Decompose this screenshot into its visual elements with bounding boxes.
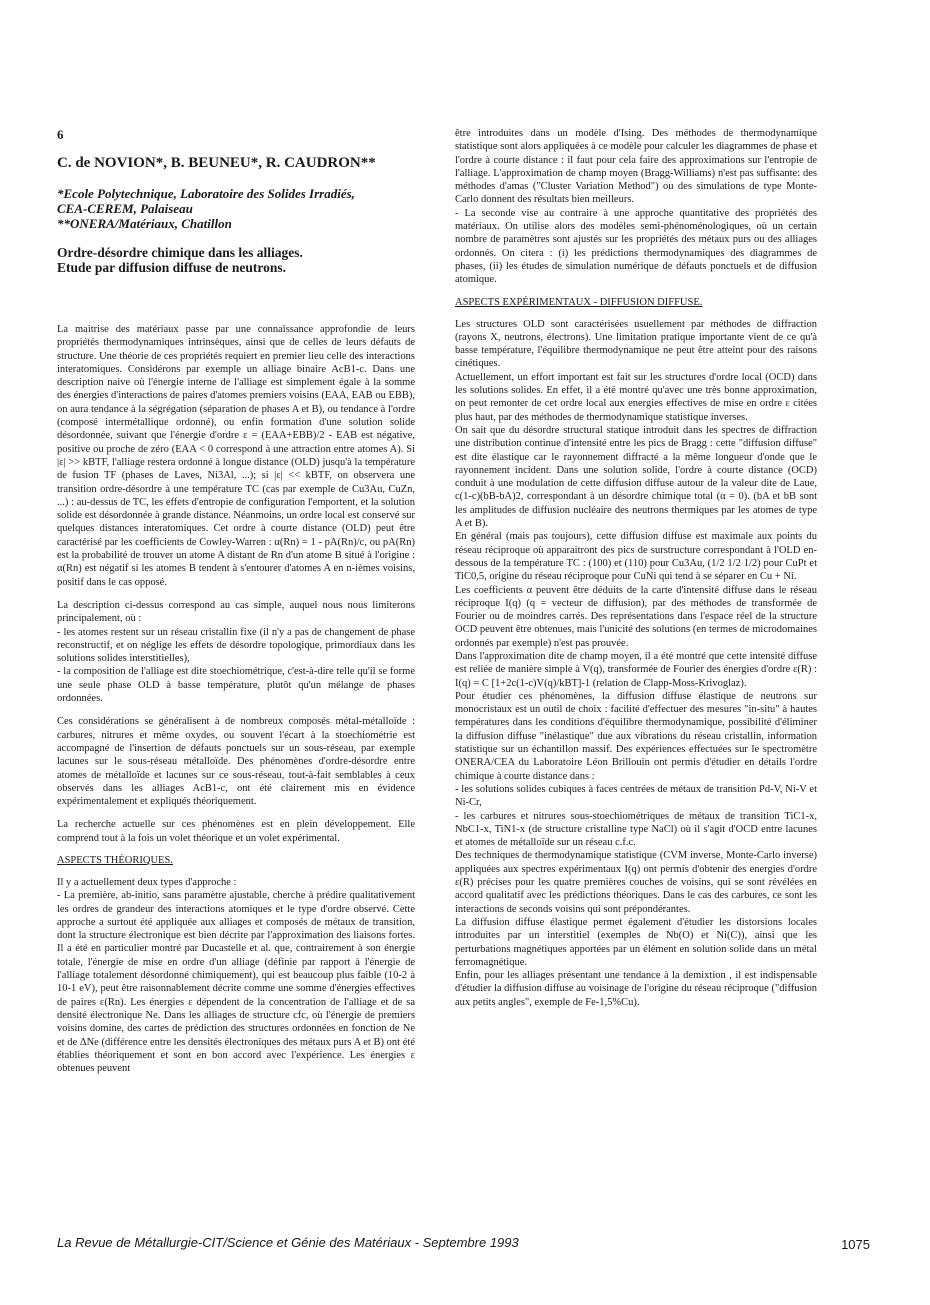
paragraph: Ces considérations se généralisent à de nombreux composés métal-métalloïde : carbures, nitrures et même oxydes, ou souvent l'écart à la stoechiométrie est accompagné de l'insertion de défauts ponctuels sur un sous-réseau, par exemple lacunes sur le sous-réseau métalloïde. Des phénomènes d'ordre-désordre entre atomes de métalloïde et lacunes sur ce sous-réseau, tout-à-fait semblables à ceux observés dans les alliages AcB1-c, ont été clairement mis en évidence expérimentalement et expliqués théoriquement. [57,716,415,808]
paragraph: La diffusion diffuse élastique permet également d'étudier les distorsions locales introduites par un interstitiel (exemples de Nb(O) et Ni(C)), ainsi que les perturbations magnétiques apportées par un élément en solution solide dans un métal ferromagnétique. [455,916,817,968]
left-column [57,127,415,1085]
paragraph: En général (mais pas toujours), cette diffusion diffuse est maximale aux points du réseau réciproque où apparaitront des pics de surstructure correspondant à l'OLD en-dessous de la température TC : (100) et (110) pour Cu3Au, (1/2 1/2 1/2) pour CuPt et TiC0,5, origine du réseau réciproque pour CuNi qui tend à se séparer en Cu + Ni. [455,531,817,583]
journal-page-number: 1075 [841,1237,870,1252]
paragraph: - les atomes restent sur un réseau cristallin fixe (il n'y a pas de changement de phase reconstructif, et on néglige les effets de désordre topologique, primordiaux dans les solutions solides interstitielles), [57,626,415,665]
paragraph: La recherche actuelle sur ces phénomènes est en plein développement. Elle comprend tout à la fois un volet théorique et un volet expérimental. [57,819,415,844]
affiliation-line: CEA-CEREM, Palaiseau [57,201,193,216]
affiliation-line: *Ecole Polytechnique, Laboratoire des Solides Irradiés, [57,186,355,201]
page-number: 6 [57,127,64,142]
paragraph: - La première, ab-initio, sans paramètre ajustable, cherche à prédire qualitativement les ordres de grandeur des interactions atomiques et le type d'ordre observé. Cette approche a surtout été appliquée aux alliages et composés de métaux de transition, dont la structure électronique est bien décrite par l'approximation des liaisons fortes. Il a été en particulier montré par Ducastelle et al. que, contrairement à son énergie totale, l'énergie de mise en ordre d'un alliage (définie par rapport à l'énergie de l'alliage totalement désordonné chimiquement), qui est beaucoup plus faible (10-2 à 10-1 eV), peut être raisonnablement décrite comme une somme d'énergies effectives de paires ε(Rn). Les énergies ε dépendent de la concentration de l'alliage et de sa densité électronique Ne. Dans les alliages de structure cfc, où l'énergie de premiers voisins domine, des cartes de prédiction des structures ordonnées en fonction de Ne et de ΔNe (différence entre les densités électroniques des métaux purs A et B) ont été établies théoriquement et sont en bon accord avec l'expérience. Les énergies ε obtenues peuvent [57,890,415,1075]
paragraph: Les coefficients α peuvent être déduits de la carte d'intensité diffuse dans le réseau réciproque I(q) (q = vecteur de diffusion), par des méthodes de transformée de Fourier ou de moindres carrés. Des représentations dans l'espace réel de la structure OCD peuvent être obtenues, mais l'unicité des solutions (en termes de microdomaines ordonnés par exemple) n'est pas prouvée. [455,584,817,649]
article-title [57,245,415,275]
paragraph: On sait que du désordre structural statique introduit dans les spectres de diffraction une distribution continue d'intensité entre les pics de Bragg : cette "diffusion diffuse" est dite élastique car le rayonnement diffracté a la même longueur d'onde que le rayonnement incident. Dans une solution solide, l'ordre à courte distance (OCD) conduit à une modulation de cette diffusion diffuse autour de la valeur dite de Laue, c(1-c)(bB-bA)2, correspondant à un désordre chimique total (α = 0). (bA et bB sont les amplitudes de diffusion nucléaire des neutrons thermiques par les atomes de type A et B). [455,424,817,530]
paragraph: La maitrise des matériaux passe par une connaissance approfondie de leurs propriétés thermodynamiques intrinsèques, ainsi que de celles de leurs défauts de structure. Une théorie de ces propriétés requiert en premier lieu celle des interactions interatomiques. Considérons par exemple un alliage binaire AcB1-c. Dans une description naive où l'énergie interne de l'alliage est simplement égale à la somme des énergies d'interactions de paires d'atomes premiers voisins (EAA, EAB ou EBB), on aura tendance à la ségrégation (séparation de phases A et B), ou tendance à l'ordre (composé intermétallique ordonné), ou enfin formation d'une solution solide désordonnée, suivant que l'énergie d'ordre ε = (EAA+EBB)/2 - EAB est négative, positive ou proche de zéro (EAA < 0 correspond à une attraction entre atomes A). Si |ε| >> kBTF, l'alliage restera ordonné à longue distance (OLD) jusqu'à la température de fusion TF (phases de Laves, Ni3Al, ...); si |ε| << kBTF, on observera une transition ordre-désordre à une température TC (cas par exemple de Cu3Au, CuZn, ...) : au-dessus de TC, les effets d'entropie de configuration l'emportent, et la solution solide est désordonnée à grande distance. Néanmoins, un ordre local est conservé sur quelques distances interatomiques. Cet ordre à courte distance (OLD) peut être caractérisé par les coefficients de Cowley-Warren : α(Rn) = 1 - pA(Rn)/c, ou pA(Rn) est la probabilité de trouver un atome A distant de Rn d'un atome B situé à l'origine : α(Rn) est négatif si les atomes B tendent à s'entourer d'atomes A en n-ièmes voisins, positif dans le cas opposé. [57,324,415,588]
paragraph: - les solutions solides cubiques à faces centrées de métaux de transition Pd-V, Ni-V et Ni-Cr, [455,783,817,809]
paragraph: Il y a actuellement deux types d'approche : [57,876,237,888]
paragraph: Les structures OLD sont caractérisées usuellement par méthodes de diffraction (rayons X, neutrons, électrons). Une limitation pratique importante vient de ce qu'à basse température, l'équilibre thermodynamique ne peut être atteint pour des raisons cinétiques. [455,318,817,370]
section-heading-theoretical: ASPECTS THÉORIQUES. [57,854,173,866]
paragraph: Enfin, pour les alliages présentant une tendance à la demixtion , il est indispensable d'étudier la diffusion diffuse au voisinage de l'origine du réseau réciproque ("diffusion aux petits angles", exemple de Fe-1,5%Cu). [455,970,817,1008]
paragraph: La description ci-dessus correspond au cas simple, auquel nous nous limiterons principalement, où : [57,599,415,625]
paragraph: - la composition de l'alliage est dite stoechiométrique, c'est-à-dire telle qu'il se forme une seule phase OLD à basse température, plutôt qu'un mélange de phases ordonnées. [57,666,415,705]
title-line: Etude par diffusion diffuse de neutrons. [57,260,287,275]
paragraph: Actuellement, un effort important est fait sur les structures d'ordre local (OCD) dans les solutions solides. En effet, il a été montré qu'avec une très bonne approximation, on peut remonter de cet ordre local aux energies effectives de mise en ordre ε citées plus haut, par des méthodes de thermodynamique statistique inverses. [455,371,817,423]
journal-footer: La Revue de Métallurgie-CIT/Science et Génie des Matériaux - Septembre 1993 [57,1235,519,1250]
paragraph: Des techniques de thermodynamique statistique (CVM inverse, Monte-Carlo inverse) appliquées aux spectres expérimentaux I(q) ont permis d'obtenir des energies d'ordre ε(R) précises pour les quatre premières couches de voisins, qui se sont révélées en accord qualitatif avec les prédictions théoriques. Dans le cas des carbures, ce sont les interactions de seconds voisins qui sont prépondérantes. [455,850,817,915]
right-column [455,127,817,1009]
affiliations [57,186,415,231]
paragraph: Pour étudier ces phénomènes, la diffusion diffuse élastique de neutrons sur monocristaux est un outil de choix : facilité d'effectuer des mesures "in-situ" à hautes températures dans les conditions d'équilibre thermodynamique, possibilité d'éliminer la diffusion diffuse "inélastique" due aux vibrations du réseau cristallin, information statistique sur un échantillon massif. Des expériences effectuées sur le spectromètre ONERA/CEA du Laboratoire Léon Brillouin ont permis d'étudier en détails l'ordre chimique à courte distance dans : [455,690,817,782]
paragraph: être introduites dans un modèle d'Ising. Des méthodes de thermodynamique statistique sont alors appliquées à ce modèle pour calculer les diagrammes de phase et l'ordre à courte distance : il faut pour cela faire des approximations sur l'entropie de l'alliage. L'approximation de champ moyen (Bragg-Williams) n'est pas suffisante: des méthodes d'amas ("Cluster Variation Method") ou des simulations de type Monte-Carlo donnent des résultats bien meilleurs. [455,128,817,206]
affiliation-line: **ONERA/Matériaux, Chatillon [57,216,232,231]
authors: C. de NOVION*, B. BEUNEU*, R. CAUDRON** [57,155,376,171]
paragraph: Dans l'approximation dite de champ moyen, il a été montré que cette intensité diffuse est reliée de manière simple à V(q), transformée de Fourier des énergies d'ordre ε(R) : I(q) = C [1+2c(1-c)V(q)/kBT]-1 (relation de Clapp-Moss-Krivoglaz). [455,650,817,689]
section-heading-experimental: ASPECTS EXPÉRIMENTAUX - DIFFUSION DIFFUSE. [455,296,703,308]
paragraph: - La seconde vise au contraire à une approche quantitative des propriétés des matériaux. On utilise alors des modèles semi-phénoménologiques, où un certain nombre de paramètres sont ajustés sur les propriétés des métaux purs ou des alliages ordonnés. On citera : (i) les prédictions thermodynamiques des diagrammes de phases, (ii) les études de simulation numérique de défauts ponctuels et de diffusion atomique. [455,207,817,286]
paragraph: - les carbures et nitrures sous-stoechiométriques de métaux de transition TiC1-x, NbC1-x, TiN1-x (de structure cristalline type NaCl) où il s'agit d'OCD entre lacunes et atomes de métalloïde sur un réseau c.f.c. [455,810,817,849]
title-line: Ordre-désordre chimique dans les alliages. [57,245,303,260]
